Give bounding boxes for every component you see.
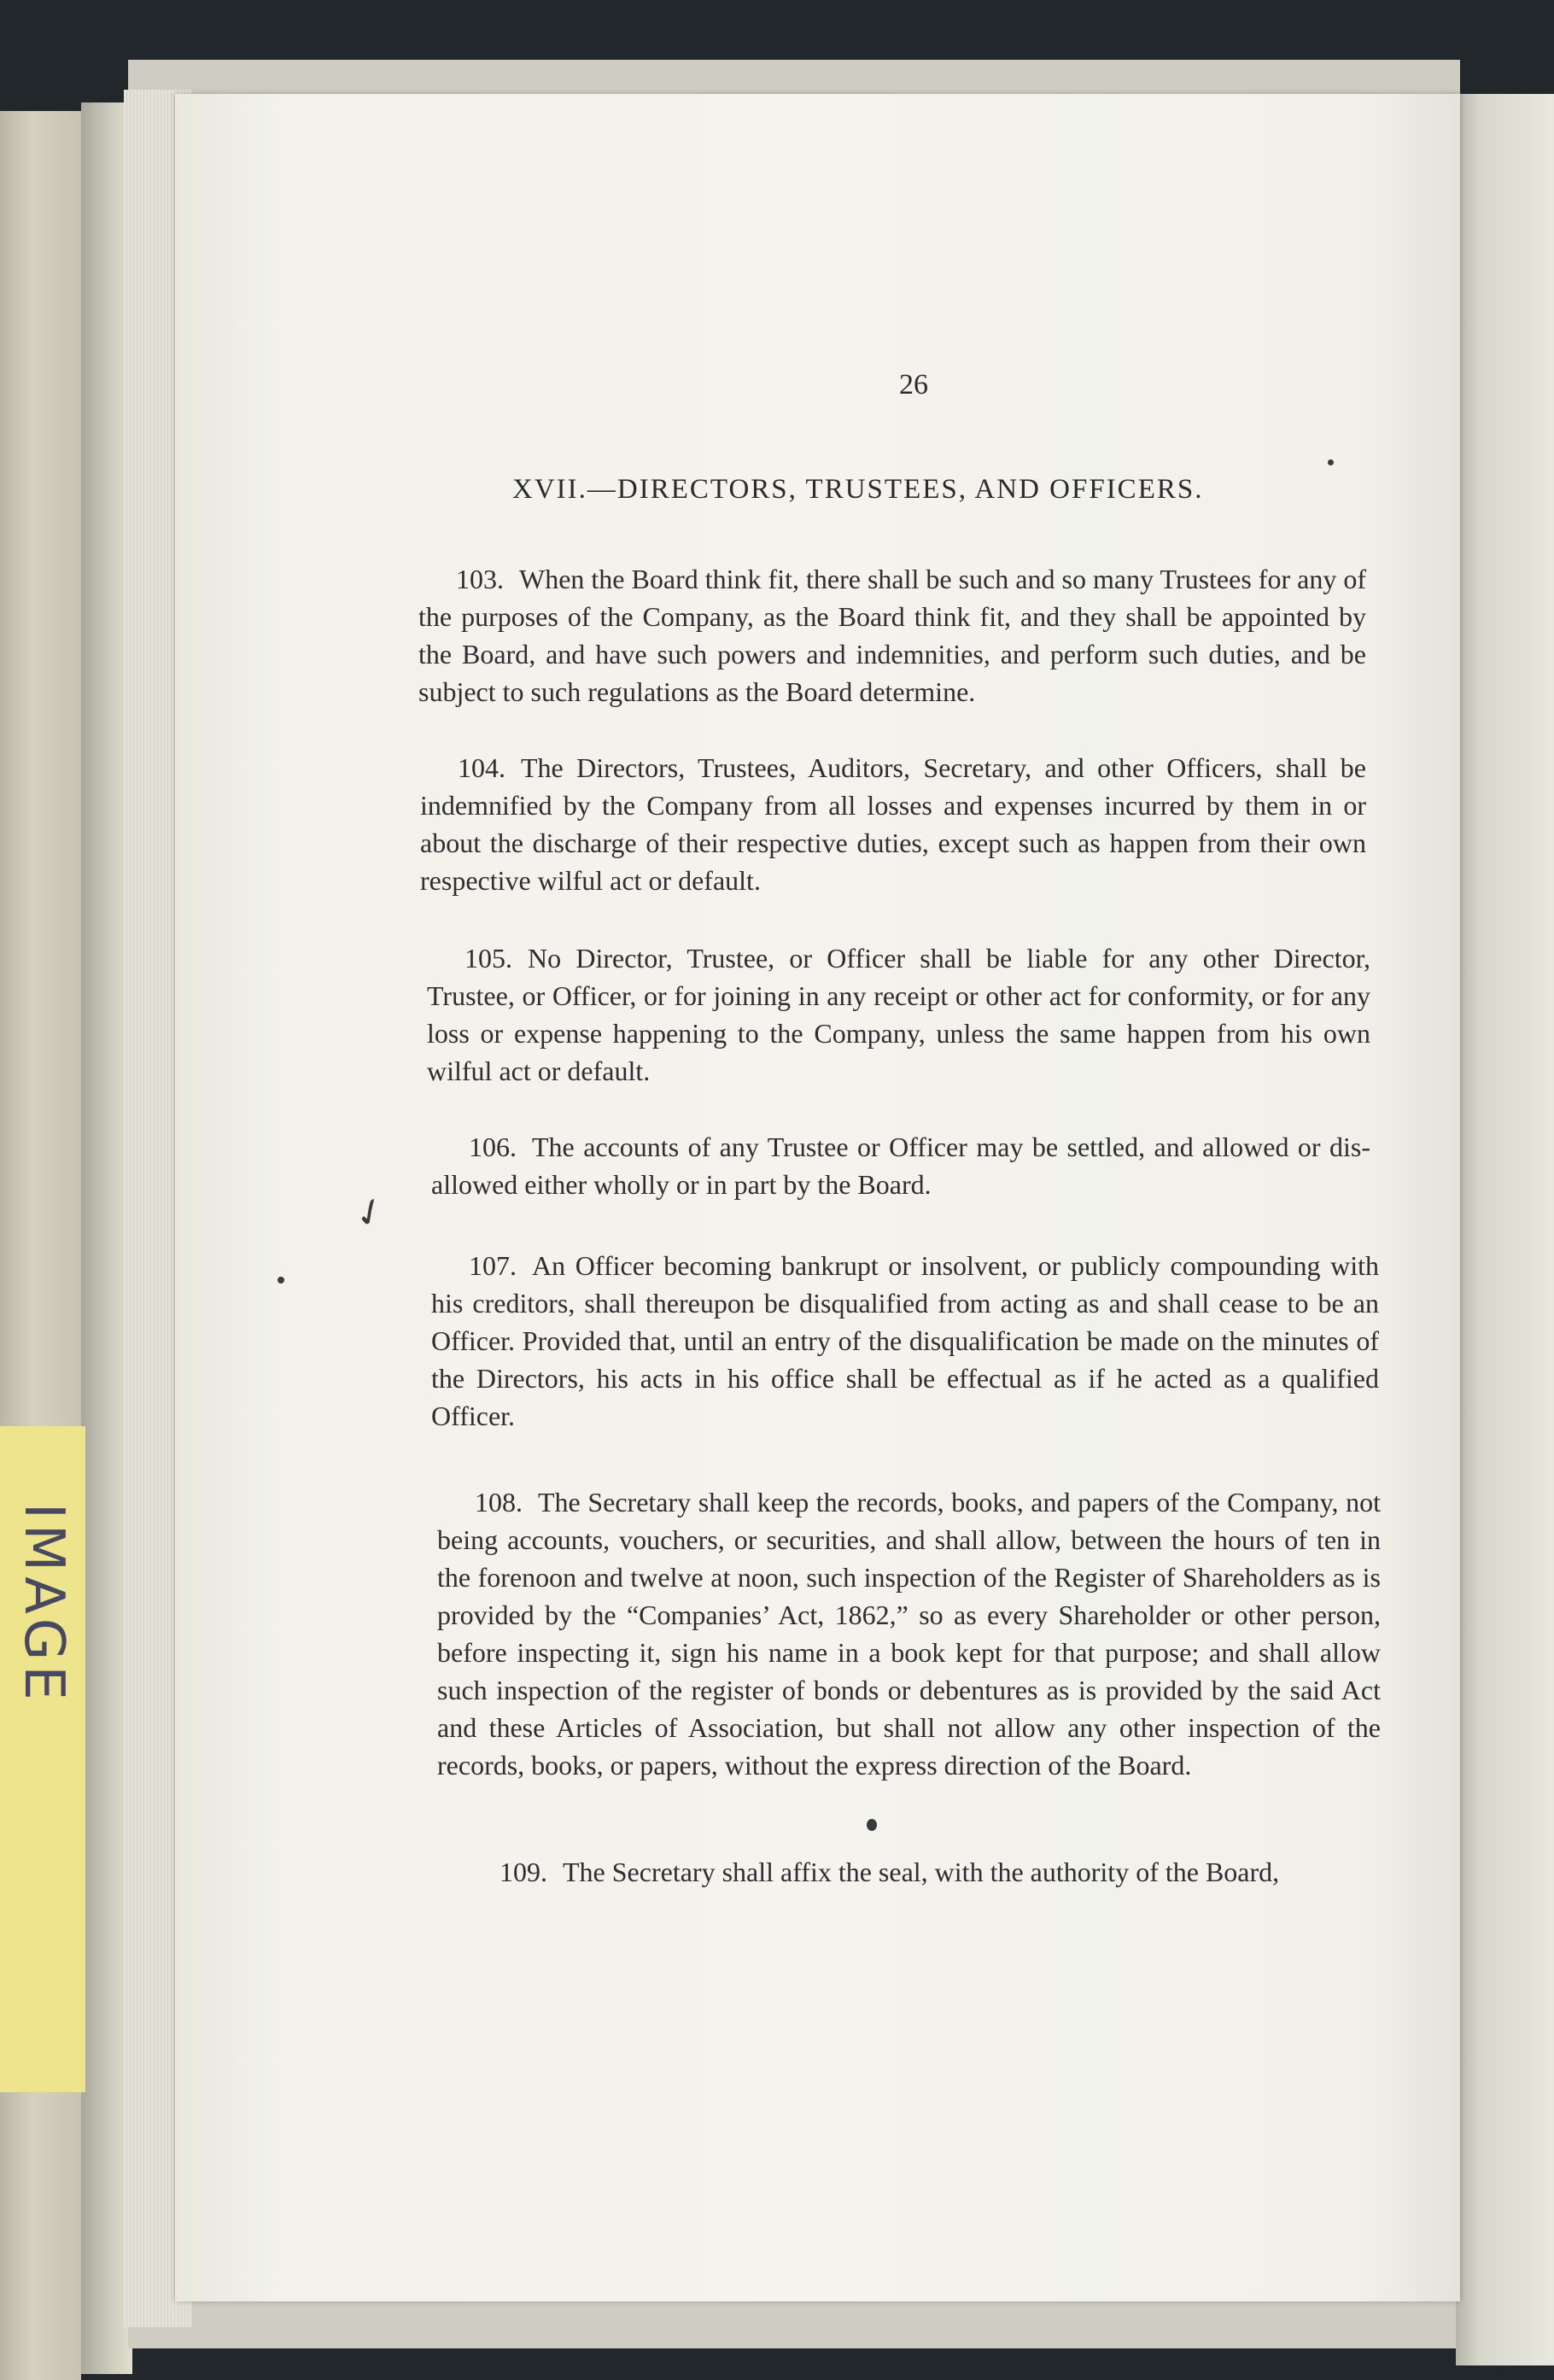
paragraph-text: An Officer becoming bankrupt or insolvent, or publicly compounding with his creditors, shall thereupon be disqualified from acting as and shall cease to be an Officer. Provided that, until an entry of the disqualification be made on the minutes of the Directors, his acts in his office shall be effectual as if he acted as a qualified Officer. [431,1250,1379,1431]
sticky-note-label [12,1503,75,1571]
paragraph-107 [431,1247,1379,1435]
ink-speck [1328,459,1334,465]
paragraph-text: The Directors, Trustees, Auditors, Secretary, and other Officers, shall be indemnified by the Company from all losses and expenses incurred by them in or about the discharge of their respective duties, except such as happen from their own respective wilful act or default. [420,752,1366,896]
paragraph-108 [437,1483,1381,1784]
page-number: 26 [899,369,928,401]
paragraph-number: 106. [469,1132,517,1162]
paragraph-number: 108. [475,1487,523,1517]
paragraph-103 [418,560,1366,710]
paragraph-109 [500,1853,1379,1891]
paragraph-number: 109. [500,1857,547,1887]
pencil-tick-mark: ✓ [346,1186,394,1240]
paragraph-105 [427,939,1370,1090]
facing-page-edge [1456,94,1554,2365]
paragraph-text: The Secretary shall keep the records, books, and papers of the Company, not being accounts, vouchers, or securities, and shall allow, between the hours of ten in the forenoon and twelve at noon, such inspection of the Register of Shareholders as is provided by the “Companies’ Act, 1862,” so as every Shareholder or other person, before inspecting it, sign his name in a book kept for that purpose; and shall allow such inspection of the register of bonds or debentures as is provided by the said Act and these Articles of Association, but shall not allow any other inspection of the records, books, or papers, without the express direction of the Board. [437,1487,1381,1781]
paragraph-number: 104. [458,752,505,783]
paragraph-104 [420,749,1366,899]
paragraph-text: The Secretary shall affix the seal, with the authority of the Board, [563,1857,1280,1887]
paragraph-number: 107. [469,1250,517,1281]
section-heading: XVII.—DIRECTORS, TRUSTEES, AND OFFICERS. [512,474,1204,505]
paragraph-text: No Director, Trustee, or Officer shall be liable for any other Director, Trustee, or Officer, or for joining in any receipt or other act for conformity, or for any loss or expense happening to the Company, unless the same happen from his own wilful act or default. [427,943,1370,1086]
paragraph-number: 105. [464,943,512,974]
ink-speck [867,1819,877,1831]
paragraph-106 [431,1128,1370,1203]
ink-speck [278,1277,284,1284]
paragraph-text: When the Board think fit, there shall be such and so many Trustees for any of the purposes of the Company, as the Board think fit, and they shall be appointed by the Board, and have such powers and indemnities, and perform such duties, and be subject to such regulations as the Board determine. [418,564,1366,707]
paragraph-text: The accounts of any Trustee or Officer may be settled, and allowed or dis-allowed either wholly or in part by the Board. [431,1132,1370,1200]
paragraph-number: 103. [456,564,504,594]
